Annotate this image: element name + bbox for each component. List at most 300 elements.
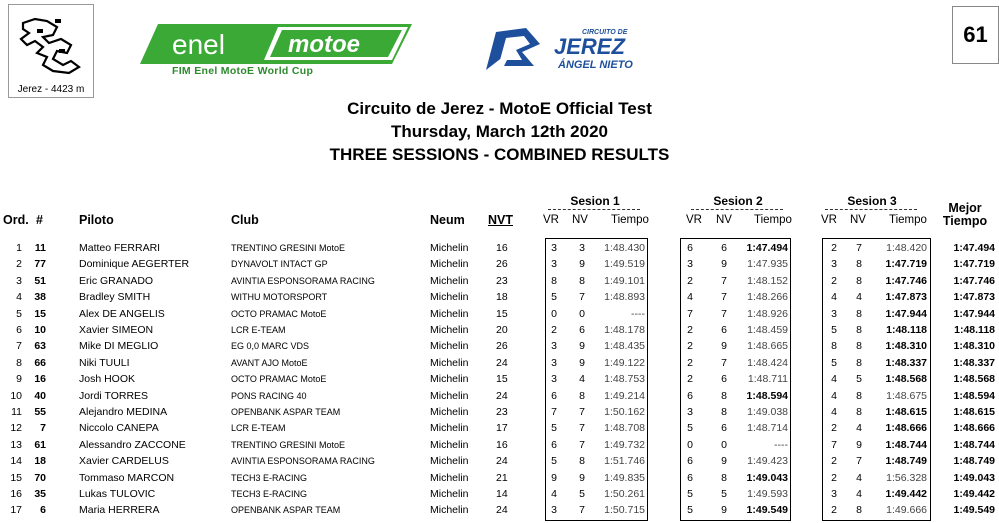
cell-tyre: Michelin	[430, 242, 469, 254]
cell-s2-vr: 2	[687, 274, 693, 287]
cell-club: LCR E-TEAM	[231, 423, 286, 434]
cell-best-time: 1:47.746	[953, 274, 995, 287]
cell-rider: Xavier CARDELUS	[79, 455, 169, 468]
cell-tyre: Michelin	[430, 307, 469, 320]
cell-tyre: Michelin	[430, 455, 469, 468]
cell-s2-vr: 7	[687, 307, 693, 320]
cell-s1-time: 1:49.214	[604, 389, 645, 402]
cell-s1-vr: 9	[551, 471, 557, 484]
cell-s2-time: 1:48.665	[747, 340, 788, 353]
cell-number: 51	[34, 274, 46, 287]
cell-club: AVANT AJO MotoE	[231, 357, 308, 368]
cell-number: 7	[40, 422, 46, 435]
cell-s1-time: ----	[631, 307, 645, 320]
cell-best-time: 1:49.549	[953, 504, 995, 517]
fim-subtitle: FIM Enel MotoE World Cup	[172, 65, 314, 77]
cell-s3-nv: 8	[856, 258, 862, 271]
cell-s1-nv: 4	[579, 373, 585, 386]
cell-rider: Bradley SMITH	[79, 291, 151, 304]
col-neum: Neum	[430, 213, 465, 227]
cell-nvt: 15	[496, 373, 508, 386]
cell-s2-time: 1:47.494	[746, 242, 788, 254]
cell-s3-nv: 4	[856, 471, 862, 484]
cell-position: 8	[16, 356, 22, 369]
circuit-jerez-logo	[482, 22, 657, 74]
cell-position: 15	[10, 471, 22, 484]
cell-s3-vr: 2	[831, 471, 837, 484]
cell-number: 15	[34, 307, 46, 320]
cell-s2-vr: 6	[687, 242, 693, 254]
cell-s1-time: 1:48.430	[604, 242, 645, 254]
cell-s1-time: 1:49.732	[604, 438, 645, 451]
table-row	[0, 338, 999, 354]
cell-s3-time: 1:47.719	[885, 258, 927, 271]
cell-position: 17	[10, 504, 22, 517]
cell-tyre: Michelin	[430, 258, 469, 271]
cell-s3-vr: 8	[831, 340, 837, 353]
cell-s1-time: 1:48.178	[604, 324, 645, 336]
cell-s2-vr: 2	[687, 356, 693, 369]
cell-s3-nv: 9	[856, 438, 862, 451]
cell-s2-nv: 9	[721, 504, 727, 517]
cell-s2-vr: 2	[687, 324, 693, 336]
cell-nvt: 17	[496, 422, 508, 435]
cell-s2-vr: 5	[687, 488, 693, 500]
table-row	[0, 306, 999, 322]
cell-s2-vr: 2	[687, 340, 693, 353]
cell-tyre: Michelin	[430, 504, 469, 517]
session1-header: Sesion 1	[570, 194, 620, 208]
cell-nvt: 18	[496, 291, 508, 304]
cell-s1-time: 1:49.519	[604, 258, 645, 271]
table-row	[0, 388, 999, 404]
track-length-label: Jerez - 4423 m	[17, 84, 85, 95]
s1-col-nv: NV	[572, 214, 588, 226]
cell-number: 55	[34, 406, 46, 418]
cell-s1-nv: 8	[579, 274, 585, 287]
cell-s2-nv: 7	[721, 291, 727, 304]
cell-s1-time: 1:48.753	[604, 373, 645, 386]
cell-position: 1	[16, 242, 22, 254]
cell-best-time: 1:48.118	[954, 324, 995, 336]
cell-s1-vr: 3	[551, 356, 557, 369]
cell-s3-time: 1:49.442	[885, 488, 927, 500]
cell-s2-time: 1:48.424	[747, 356, 788, 369]
cell-s1-vr: 2	[551, 324, 557, 336]
cell-number: 10	[34, 324, 46, 336]
track-map	[8, 4, 94, 98]
cell-club: OPENBANK ASPAR TEAM	[231, 407, 341, 417]
cell-s1-vr: 3	[551, 340, 557, 353]
cell-club: EG 0,0 MARC VDS	[231, 341, 310, 352]
cell-nvt: 16	[496, 438, 508, 451]
page-date: Thursday, March 12th 2020	[391, 122, 608, 141]
cell-best-time: 1:47.944	[953, 307, 995, 320]
table-row	[0, 420, 999, 436]
cell-s3-nv: 8	[856, 274, 862, 287]
track-outline-icon	[13, 9, 89, 81]
circuit-small-text: CIRCUITO DE	[582, 29, 628, 36]
cell-s3-nv: 8	[856, 324, 862, 336]
cell-rider: Alex DE ANGELIS	[79, 307, 165, 320]
cell-nvt: 15	[496, 307, 508, 320]
cell-position: 5	[16, 307, 22, 320]
table-row	[0, 437, 999, 453]
cell-s1-nv: 7	[579, 406, 585, 418]
cell-s3-nv: 8	[856, 340, 862, 353]
cell-s2-time: 1:48.714	[747, 422, 788, 435]
cell-s1-time: 1:49.122	[604, 356, 645, 369]
cell-s2-time: 1:48.594	[746, 389, 788, 402]
cell-s3-nv: 4	[856, 291, 862, 304]
cell-position: 9	[16, 373, 22, 386]
cell-s1-nv: 6	[579, 324, 585, 336]
cell-best-time: 1:48.310	[953, 340, 995, 353]
cell-position: 16	[10, 488, 22, 500]
cell-s3-vr: 4	[831, 291, 837, 304]
cell-tyre: Michelin	[430, 488, 469, 500]
cell-s1-time: 1:50.162	[604, 406, 645, 418]
table-row	[0, 322, 999, 338]
cell-number: 11	[34, 242, 46, 254]
motoe-text: motoe	[288, 31, 360, 58]
cell-number: 6	[40, 504, 46, 517]
cell-best-time: 1:48.666	[953, 422, 995, 435]
cell-s1-time: 1:49.835	[604, 471, 645, 484]
cell-rider: Josh HOOK	[79, 373, 136, 386]
cell-s2-nv: 6	[721, 373, 727, 386]
cell-s2-nv: 9	[721, 455, 727, 468]
cell-s2-time: 1:49.593	[747, 488, 788, 500]
cell-tyre: Michelin	[430, 389, 469, 402]
table-row	[0, 371, 999, 387]
cell-s1-nv: 0	[579, 307, 585, 320]
cell-s2-nv: 6	[721, 324, 727, 336]
cell-s2-time: 1:47.935	[747, 258, 788, 271]
cell-nvt: 24	[496, 356, 508, 369]
cell-s1-vr: 5	[551, 455, 557, 468]
cell-s3-vr: 4	[831, 406, 837, 418]
cell-s3-time: 1:48.337	[885, 356, 927, 369]
enel-text: enel	[172, 29, 225, 60]
cell-s2-nv: 7	[721, 307, 727, 320]
table-row	[0, 453, 999, 469]
cell-s2-time: 1:48.152	[747, 274, 788, 287]
cell-s1-nv: 9	[579, 340, 585, 353]
circuit-name-text: ÁNGEL NIETO	[558, 59, 633, 71]
cell-s2-time: 1:49.423	[747, 455, 788, 468]
cell-s1-time: 1:50.261	[604, 488, 645, 500]
cell-s2-nv: 8	[721, 406, 727, 418]
cell-position: 7	[16, 340, 22, 353]
col-num: #	[36, 213, 43, 227]
cell-best-time: 1:48.568	[953, 373, 995, 386]
cell-s1-vr: 0	[551, 307, 557, 320]
cell-s3-time: 1:48.744	[885, 438, 927, 451]
cell-rider: Dominique AEGERTER	[79, 258, 190, 271]
cell-s1-time: 1:48.708	[604, 422, 645, 435]
cell-tyre: Michelin	[430, 274, 469, 287]
cell-s3-nv: 8	[856, 356, 862, 369]
cell-s1-nv: 5	[579, 488, 585, 500]
session3-divider	[825, 209, 917, 210]
table-row	[0, 273, 999, 289]
cell-s2-time: 1:49.549	[746, 504, 788, 517]
cell-s3-time: 1:47.944	[885, 307, 927, 320]
col-mejor-line2: Tiempo	[942, 214, 988, 228]
cell-s2-nv: 8	[721, 389, 727, 402]
cell-rider: Maria HERRERA	[79, 504, 160, 517]
cell-s3-nv: 8	[856, 504, 862, 517]
table-row	[0, 470, 999, 486]
cell-rider: Niccolo CANEPA	[79, 422, 159, 435]
cell-tyre: Michelin	[430, 340, 469, 353]
s2-col-tiempo: Tiempo	[754, 214, 792, 226]
cell-number: 40	[34, 389, 46, 402]
cell-tyre: Michelin	[430, 356, 469, 369]
cell-s1-vr: 3	[551, 258, 557, 271]
cell-best-time: 1:48.337	[953, 356, 995, 369]
cell-rider: Niki TUULI	[79, 356, 130, 369]
cell-rider: Lukas TULOVIC	[79, 488, 156, 500]
cell-club: TECH3 E-RACING	[231, 472, 308, 483]
s2-col-nv: NV	[716, 214, 732, 226]
cell-position: 6	[16, 324, 22, 336]
cell-s3-vr: 2	[831, 422, 837, 435]
cell-number: 63	[34, 340, 46, 353]
cell-club: TRENTINO GRESINI MotoE	[231, 243, 346, 253]
cell-s3-vr: 3	[831, 258, 837, 271]
cell-tyre: Michelin	[430, 373, 469, 386]
cell-number: 66	[34, 356, 46, 369]
cell-position: 10	[10, 389, 22, 402]
cell-number: 77	[34, 258, 46, 271]
cell-s2-nv: 0	[721, 438, 727, 451]
cell-best-time: 1:48.615	[953, 406, 995, 418]
cell-s3-time: 1:48.749	[885, 455, 927, 468]
cell-position: 12	[10, 422, 22, 435]
cell-s1-vr: 7	[551, 406, 557, 418]
cell-s2-vr: 2	[687, 373, 693, 386]
cell-s1-time: 1:49.101	[604, 274, 645, 287]
cell-s2-time: ----	[774, 438, 788, 451]
circuit-big-text: JEREZ	[554, 34, 625, 59]
cell-s3-time: 1:48.615	[885, 406, 927, 418]
cell-s2-vr: 6	[687, 471, 693, 484]
cell-rider: Mike DI MEGLIO	[79, 340, 159, 353]
col-piloto: Piloto	[79, 213, 114, 227]
s3-col-nv: NV	[850, 214, 866, 226]
cell-s2-nv: 9	[721, 258, 727, 271]
cell-best-time: 1:48.749	[953, 455, 995, 468]
cell-club: WITHU MOTORSPORT	[231, 292, 328, 303]
cell-s2-vr: 3	[687, 258, 693, 271]
cell-s3-nv: 8	[856, 389, 862, 402]
cell-s1-nv: 3	[579, 242, 585, 254]
cell-tyre: Michelin	[430, 422, 469, 435]
cell-tyre: Michelin	[430, 291, 469, 304]
cell-position: 11	[11, 406, 22, 418]
col-mejor-line1: Mejor	[948, 201, 982, 215]
cell-club: AVINTIA ESPONSORAMA RACING	[231, 275, 375, 286]
cell-s3-vr: 2	[831, 504, 837, 517]
s1-col-vr: VR	[543, 214, 559, 226]
cell-best-time: 1:48.594	[953, 389, 995, 402]
cell-best-time: 1:47.873	[953, 291, 995, 304]
table-row	[0, 256, 999, 272]
cell-rider: Tommaso MARCON	[79, 471, 175, 484]
cell-s2-vr: 4	[687, 291, 693, 304]
cell-position: 3	[16, 274, 22, 287]
col-ord: Ord.	[3, 213, 29, 227]
table-row	[0, 502, 999, 518]
cell-rider: Eric GRANADO	[79, 274, 154, 287]
cell-s1-vr: 6	[551, 438, 557, 451]
table-row	[0, 240, 999, 256]
cell-club: OCTO PRAMAC MotoE	[231, 308, 327, 319]
cell-s3-time: 1:48.666	[885, 422, 927, 435]
cell-nvt: 21	[496, 471, 508, 484]
cell-s2-vr: 0	[687, 438, 693, 451]
cell-s3-vr: 4	[831, 389, 837, 402]
cell-club: AVINTIA ESPONSORAMA RACING	[231, 456, 375, 467]
cell-s1-time: 1:48.435	[604, 340, 645, 353]
cell-number: 61	[34, 438, 46, 451]
s1-col-tiempo: Tiempo	[611, 214, 649, 226]
cell-s3-vr: 5	[831, 324, 837, 336]
cell-club: OCTO PRAMAC MotoE	[231, 374, 327, 385]
table-row	[0, 404, 999, 420]
cell-number: 18	[34, 455, 46, 468]
cell-s3-time: 1:47.873	[885, 291, 927, 304]
cell-s3-vr: 2	[831, 274, 837, 287]
cell-s1-vr: 4	[551, 488, 557, 500]
s2-col-vr: VR	[686, 214, 702, 226]
cell-rider: Xavier SIMEON	[79, 324, 154, 336]
cell-club: OPENBANK ASPAR TEAM	[231, 505, 341, 516]
cell-s2-nv: 6	[721, 242, 727, 254]
cell-nvt: 24	[496, 504, 508, 517]
cell-s2-time: 1:49.043	[746, 471, 788, 484]
cell-s3-time: 1:47.746	[885, 274, 927, 287]
cell-nvt: 26	[496, 340, 508, 353]
cell-s2-nv: 6	[721, 422, 727, 435]
cell-s1-nv: 9	[579, 258, 585, 271]
cell-s3-nv: 8	[856, 406, 862, 418]
cell-s2-time: 1:48.459	[747, 324, 788, 336]
cell-nvt: 24	[496, 389, 508, 402]
cell-club: PONS RACING 40	[231, 390, 307, 401]
cell-best-time: 1:49.442	[953, 488, 995, 500]
cell-s3-vr: 7	[831, 438, 837, 451]
table-row	[0, 486, 999, 502]
cell-number: 70	[34, 471, 46, 484]
cell-rider: Jordi TORRES	[79, 389, 149, 402]
cell-s3-time: 1:48.118	[886, 324, 927, 336]
cell-s2-time: 1:48.711	[747, 373, 788, 386]
cell-s1-vr: 6	[551, 389, 557, 402]
cell-tyre: Michelin	[430, 406, 469, 418]
cell-nvt: 24	[496, 455, 508, 468]
cell-s1-nv: 7	[579, 291, 585, 304]
cell-number: 35	[34, 488, 46, 500]
cell-s1-time: 1:50.715	[604, 504, 645, 517]
cell-s3-time: 1:56.328	[886, 471, 927, 484]
session2-header: Sesion 2	[713, 194, 763, 208]
cell-s1-nv: 8	[579, 389, 585, 402]
cell-s2-time: 1:48.266	[747, 291, 788, 304]
cell-position: 4	[16, 291, 22, 304]
cell-nvt: 23	[496, 406, 508, 418]
cell-s1-nv: 9	[579, 356, 585, 369]
cell-s3-time: 1:48.568	[885, 373, 927, 386]
cell-best-time: 1:48.744	[953, 438, 995, 451]
cell-s1-nv: 8	[579, 455, 585, 468]
cell-s3-time: 1:48.675	[886, 389, 927, 402]
cell-s3-nv: 7	[856, 242, 862, 254]
cell-nvt: 16	[496, 242, 508, 254]
cell-s2-vr: 5	[687, 504, 693, 517]
cell-best-time: 1:49.043	[953, 471, 995, 484]
cell-s2-nv: 5	[721, 488, 727, 500]
cell-s2-vr: 6	[687, 389, 693, 402]
cell-s2-vr: 3	[687, 406, 693, 418]
cell-best-time: 1:47.494	[953, 242, 995, 254]
cell-s1-vr: 5	[551, 291, 557, 304]
cell-club: DYNAVOLT INTACT GP	[231, 259, 328, 270]
cell-s2-nv: 9	[721, 340, 727, 353]
cell-s3-time: 1:48.420	[886, 242, 927, 254]
cell-tyre: Michelin	[430, 438, 469, 451]
table-row	[0, 355, 999, 371]
s3-col-vr: VR	[821, 214, 837, 226]
cell-s2-vr: 6	[687, 455, 693, 468]
cell-position: 14	[10, 455, 22, 468]
cell-s3-nv: 4	[856, 488, 862, 500]
cell-s1-nv: 7	[579, 438, 585, 451]
session1-divider	[548, 209, 640, 210]
cell-position: 2	[16, 258, 22, 271]
cell-nvt: 23	[496, 274, 508, 287]
cell-club: TRENTINO GRESINI MotoE	[231, 439, 346, 450]
cell-s3-vr: 2	[831, 242, 837, 254]
page-subtitle: THREE SESSIONS - COMBINED RESULTS	[329, 145, 670, 164]
cell-tyre: Michelin	[430, 471, 469, 484]
cell-s3-nv: 4	[856, 422, 862, 435]
cell-s3-vr: 3	[831, 307, 837, 320]
cell-rider: Matteo FERRARI	[79, 242, 161, 254]
cell-s3-nv: 7	[856, 455, 862, 468]
cell-tyre: Michelin	[430, 324, 469, 336]
cell-s1-vr: 8	[551, 274, 557, 287]
cell-s2-time: 1:48.926	[747, 307, 788, 320]
table-row	[0, 289, 999, 305]
cell-number: 16	[34, 373, 46, 386]
page-number: 61	[952, 6, 999, 64]
cell-s2-nv: 7	[721, 356, 727, 369]
cell-s1-vr: 3	[551, 504, 557, 517]
cell-s1-time: 1:51.746	[604, 455, 645, 468]
cell-s1-nv: 7	[579, 504, 585, 517]
cell-s1-nv: 9	[579, 471, 585, 484]
cell-s3-vr: 4	[831, 373, 837, 386]
cell-s2-time: 1:49.038	[747, 406, 788, 418]
cell-s1-time: 1:48.893	[604, 291, 645, 304]
cell-s1-vr: 5	[551, 422, 557, 435]
cell-s1-nv: 7	[579, 422, 585, 435]
cell-s3-time: 1:49.666	[886, 504, 927, 517]
cell-rider: Alejandro MEDINA	[79, 406, 168, 418]
